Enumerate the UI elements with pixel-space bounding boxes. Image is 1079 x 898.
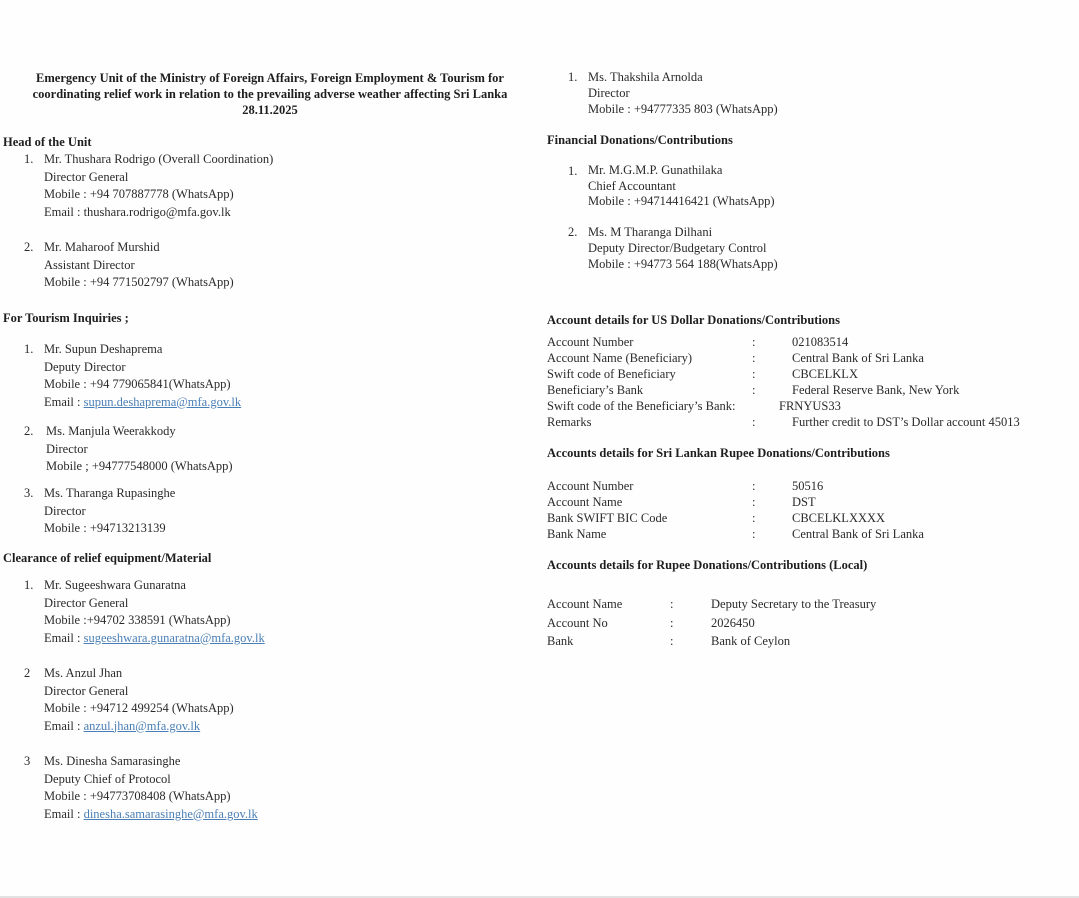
- contact-mobile: Mobile : +94 771502797 (WhatsApp): [44, 275, 234, 289]
- row-label: Account Number: [547, 335, 634, 349]
- email-link[interactable]: supun.deshaprema@mfa.gov.lk: [83, 394, 242, 409]
- contact-name: Ms. M Tharanga Dilhani: [588, 225, 713, 239]
- row-value: Deputy Secretary to the Treasury: [711, 597, 877, 611]
- contact-role: Director General: [44, 683, 129, 698]
- row-separator: :: [670, 634, 674, 648]
- list-number: 1.: [568, 70, 578, 84]
- row-label: Account Name (Beneficiary): [547, 351, 693, 365]
- contact-mobile: Mobile : +94773 564 188(WhatsApp): [588, 257, 778, 271]
- row-separator: :: [752, 511, 756, 525]
- row-label: Account No: [547, 615, 608, 630]
- row-value: Further credit to DST’s Dollar account 45013: [792, 415, 1020, 429]
- contact-mobile: Mobile : +94 779065841(WhatsApp): [44, 377, 231, 391]
- email-label: Email :: [44, 204, 84, 219]
- row-value: Central Bank of Sri Lanka: [792, 527, 924, 541]
- list-number: 1.: [24, 152, 34, 166]
- contact-name: Mr. M.G.M.P. Gunathilaka: [588, 163, 723, 177]
- row-value: 021083514: [792, 335, 849, 349]
- document-title: [0, 70, 540, 118]
- contact-role: Deputy Director/Budgetary Control: [588, 241, 767, 255]
- row-separator: :: [752, 383, 756, 397]
- email-label: Email :: [44, 718, 84, 733]
- contact-name: Ms. Manjula Weerakkody: [46, 424, 176, 438]
- email-label: Email :: [44, 630, 84, 645]
- row-separator: :: [752, 351, 756, 365]
- list-number: 1.: [24, 578, 34, 592]
- section-heading-lkr-account: Accounts details for Sri Lankan Rupee Donations/Contributions: [547, 446, 890, 460]
- row-label: Swift code of the Beneficiary’s Bank:: [547, 399, 736, 413]
- row-separator: :: [752, 367, 756, 381]
- contact-role: Assistant Director: [44, 257, 135, 272]
- contact-mobile: Mobile : +94712 499254 (WhatsApp): [44, 701, 234, 715]
- row-value: 50516: [792, 479, 824, 493]
- row-value: CBCELKLX: [792, 367, 858, 381]
- section-heading-usd-account: Account details for US Dollar Donations/Contributions: [547, 313, 840, 327]
- email-label: Email :: [44, 806, 84, 821]
- list-number: 2.: [568, 225, 578, 239]
- list-number: 3.: [24, 486, 34, 500]
- row-value: FRNYUS33: [779, 399, 841, 413]
- section-heading-tourism: For Tourism Inquiries ;: [3, 311, 129, 325]
- contact-name: Ms. Tharanga Rupasinghe: [44, 486, 176, 500]
- contact-role: Deputy Director: [44, 359, 126, 374]
- contact-name: Mr. Thushara Rodrigo (Overall Coordination): [44, 152, 274, 166]
- list-number: 1.: [568, 164, 578, 178]
- email-address: thushara.rodrigo@mfa.gov.lk: [83, 204, 231, 219]
- row-label: Bank SWIFT BIC Code: [547, 511, 668, 525]
- row-separator: :: [752, 527, 756, 541]
- section-heading-clearance: Clearance of relief equipment/Material: [3, 551, 212, 565]
- email-link[interactable]: sugeeshwara.gunaratna@mfa.gov.lk: [83, 630, 265, 645]
- contact-role: Director: [588, 86, 630, 100]
- contact-mobile: Mobile : +94773708408 (WhatsApp): [44, 789, 231, 803]
- contact-email-line: [44, 204, 273, 222]
- contact-name: Mr. Sugeeshwara Gunaratna: [44, 578, 186, 592]
- row-label: Account Number: [547, 479, 634, 493]
- contact-role: Deputy Chief of Protocol: [44, 771, 171, 786]
- contact-mobile: Mobile : +94777335 803 (WhatsApp): [588, 102, 778, 116]
- row-separator: :: [670, 615, 674, 630]
- row-value: Central Bank of Sri Lanka: [792, 351, 924, 365]
- contact-mobile: Mobile : +94713213139: [44, 521, 166, 535]
- row-value: Federal Reserve Bank, New York: [792, 383, 960, 397]
- row-label: Remarks: [547, 415, 592, 429]
- row-label: Account Name: [547, 597, 623, 611]
- contact-email-line: [44, 394, 241, 412]
- list-number: 3: [24, 754, 31, 768]
- contact-name: Ms. Anzul Jhan: [44, 666, 123, 680]
- title-line-2: coordinating relief work in relation to the prevailing adverse weather affecting Sri Lanka: [32, 87, 508, 101]
- section-heading-local-account: Accounts details for Rupee Donations/Contributions (Local): [547, 558, 868, 572]
- row-separator: :: [752, 495, 756, 509]
- row-value: CBCELKLXXXX: [792, 511, 886, 525]
- contact-name: Ms. Dinesha Samarasinghe: [44, 754, 181, 768]
- row-separator: :: [752, 335, 756, 349]
- row-label: Beneficiary’s Bank: [547, 383, 644, 397]
- contact-mobile: Mobile ; +94777548000 (WhatsApp): [46, 459, 233, 473]
- section-heading-financial: Financial Donations/Contributions: [547, 133, 733, 147]
- row-value: Bank of Ceylon: [711, 634, 791, 648]
- email-link[interactable]: dinesha.samarasinghe@mfa.gov.lk: [83, 806, 258, 821]
- row-value: 2026450: [711, 615, 755, 630]
- row-label: Bank: [547, 634, 574, 648]
- title-line-1: Emergency Unit of the Ministry of Foreign Affairs, Foreign Employment & Tourism for: [36, 71, 504, 85]
- contact-mobile: Mobile : +94 707887778 (WhatsApp): [44, 187, 234, 201]
- contact-role: Director: [46, 441, 88, 456]
- list-number: 1.: [24, 342, 34, 356]
- list-number: 2.: [24, 424, 34, 438]
- email-link[interactable]: anzul.jhan@mfa.gov.lk: [83, 718, 201, 733]
- row-label: Swift code of Beneficiary: [547, 367, 676, 381]
- row-separator: :: [752, 415, 756, 429]
- contact-name: Ms. Thakshila Arnolda: [588, 70, 703, 84]
- contact-email-line: [44, 718, 234, 736]
- row-separator: :: [670, 597, 674, 611]
- list-number: 2: [24, 666, 31, 680]
- row-label: Account Name: [547, 495, 623, 509]
- contact-role: Chief Accountant: [588, 178, 676, 193]
- contact-role: Director General: [44, 169, 129, 184]
- email-label: Email :: [44, 394, 84, 409]
- row-label: Bank Name: [547, 527, 607, 541]
- row-separator: :: [752, 479, 756, 493]
- contact-mobile: Mobile : +94714416421 (WhatsApp): [588, 194, 775, 208]
- contact-role: Director: [44, 503, 86, 518]
- contact-email-line: [44, 630, 265, 648]
- contact-mobile: Mobile :+94702 338591 (WhatsApp): [44, 613, 231, 627]
- contact-name: Mr. Maharoof Murshid: [44, 240, 160, 254]
- title-date: 28.11.2025: [242, 103, 298, 117]
- row-value: DST: [792, 495, 816, 509]
- contact-name: Mr. Supun Deshaprema: [44, 342, 163, 356]
- contact-email-line: [44, 806, 258, 824]
- section-heading-head-of-unit: Head of the Unit: [3, 135, 92, 149]
- list-number: 2.: [24, 240, 34, 254]
- contact-role: Director General: [44, 595, 129, 610]
